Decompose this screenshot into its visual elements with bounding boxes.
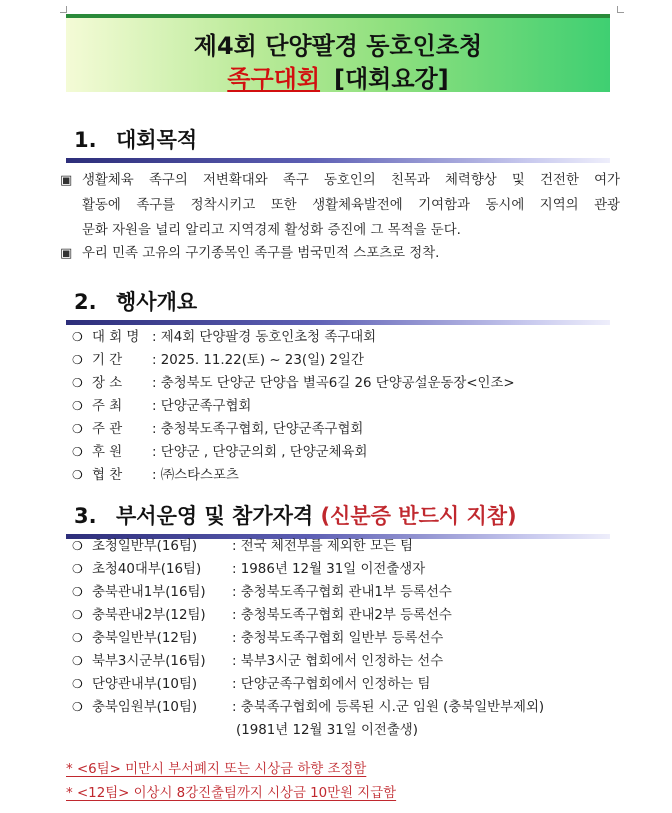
division-eligibility: : 북부3시군 협회에서 인정하는 선수 bbox=[232, 654, 444, 669]
circle-bullet-icon: ❍ bbox=[72, 562, 83, 576]
division-eligibility: : 1986년 12월 31일 이전출생자 bbox=[232, 562, 426, 577]
list-item bbox=[72, 349, 515, 372]
item-label: 주 관 bbox=[92, 422, 123, 437]
division-name: 북부3시군부(16팀) bbox=[92, 654, 206, 669]
circle-bullet-icon: ❍ bbox=[72, 654, 83, 668]
item-value: : 단양군 , 단양군의회 , 단양군체육회 bbox=[152, 445, 368, 460]
item-value: : 단양군족구협회 bbox=[152, 399, 252, 414]
title-banner bbox=[66, 14, 610, 92]
circle-bullet-icon: ❍ bbox=[72, 468, 83, 482]
list-item-continuation bbox=[72, 719, 544, 742]
division-eligibility: : 전국 체전부를 제외한 모든 팀 bbox=[232, 539, 414, 554]
circle-bullet-icon: ❍ bbox=[72, 585, 83, 599]
circle-bullet-icon: ❍ bbox=[72, 539, 83, 553]
section-underline bbox=[66, 320, 610, 325]
circle-bullet-icon: ❍ bbox=[72, 376, 83, 390]
item-label: 협 찬 bbox=[92, 468, 123, 483]
list-item bbox=[72, 418, 515, 441]
circle-bullet-icon: ❍ bbox=[72, 445, 83, 459]
section-title: 대회목적 bbox=[116, 128, 198, 152]
banner-doc-type: [대회요강] bbox=[334, 65, 449, 93]
division-eligibility: : 충북족구협회에 등록된 시.군 임원 (충북일반부제외) bbox=[232, 700, 545, 715]
list-item bbox=[72, 535, 544, 558]
list-item bbox=[72, 627, 544, 650]
circle-bullet-icon: ❍ bbox=[72, 330, 83, 344]
division-name: 초청40대부(16팀) bbox=[92, 562, 202, 577]
item-value: : 충청북도 단양군 단양읍 별곡6길 26 단양공설운동장<인조> bbox=[152, 376, 515, 391]
item-value: : 충청북도족구협회, 단양군족구협회 bbox=[152, 422, 364, 437]
list-item bbox=[72, 558, 544, 581]
division-name: 충북관내2부(12팀) bbox=[92, 608, 206, 623]
division-eligibility: : 충청북도족구협회 관내1부 등록선수 bbox=[232, 585, 452, 600]
circle-bullet-icon: ❍ bbox=[72, 353, 83, 367]
division-name: 충북임원부(10팀) bbox=[92, 700, 198, 715]
division-eligibility-note: (1981년 12월 31일 이전출생) bbox=[236, 723, 418, 738]
division-name: 충북일반부(12팀) bbox=[92, 631, 198, 646]
section-divisions-heading bbox=[66, 500, 610, 539]
note-prize-bonus: * <12팀> 이상시 8강진출팀까지 시상금 10만원 지급함 bbox=[66, 786, 397, 801]
purpose-line: 문화 자원을 널리 알리고 지역경제 활성화 증진에 그 목적을 둔다. bbox=[82, 223, 461, 238]
list-item bbox=[72, 326, 515, 349]
list-item bbox=[72, 581, 544, 604]
list-item bbox=[72, 673, 544, 696]
item-label: 대 회 명 bbox=[92, 330, 140, 345]
item-label: 장 소 bbox=[92, 376, 123, 391]
circle-bullet-icon: ❍ bbox=[72, 677, 83, 691]
banner-title: 제4회 단양팔경 동호인초청 bbox=[193, 32, 483, 60]
circle-bullet-icon: ❍ bbox=[72, 700, 83, 714]
list-item bbox=[72, 696, 544, 719]
item-label: 기 간 bbox=[92, 353, 123, 368]
circle-bullet-icon: ❍ bbox=[72, 608, 83, 622]
item-value: : 제4회 단양팔경 동호인초청 족구대회 bbox=[152, 330, 377, 345]
item-value: : 2025. 11.22(토) ~ 23(일) 2일간 bbox=[152, 353, 364, 368]
section-number: 1. bbox=[74, 128, 97, 152]
purpose-line: 우리 민족 고유의 구기종목인 족구를 범국민적 스포츠로 정착. bbox=[82, 246, 440, 261]
division-name: 충북관내1부(16팀) bbox=[92, 585, 206, 600]
list-item bbox=[72, 464, 515, 487]
id-required-notice: (신분증 반드시 지참) bbox=[320, 504, 517, 528]
list-item bbox=[72, 604, 544, 627]
list-item bbox=[72, 395, 515, 418]
section-overview-heading bbox=[66, 286, 610, 325]
purpose-line: 생활체육 족구의 저변확대와 족구 동호인의 친목과 체력향상 및 건전한 여가 bbox=[82, 173, 620, 188]
note-min-teams: * <6팀> 미만시 부서폐지 또는 시상금 하향 조정함 bbox=[66, 762, 367, 777]
division-eligibility: : 충청북도족구협회 일반부 등록선수 bbox=[232, 631, 444, 646]
banner-event-name: 족구대회 bbox=[227, 65, 321, 93]
square-bullet-icon: ▣ bbox=[60, 173, 73, 188]
purpose-paragraph-2 bbox=[60, 241, 620, 266]
list-item bbox=[72, 650, 544, 673]
purpose-line: 활동에 족구를 정착시키고 또한 생활체육발전에 기여함과 동시에 지역의 관광 bbox=[82, 198, 620, 213]
square-bullet-icon: ▣ bbox=[60, 246, 73, 261]
division-name: 초청일반부(16팀) bbox=[92, 539, 198, 554]
section-underline bbox=[66, 158, 610, 163]
overview-list bbox=[72, 326, 515, 487]
division-eligibility: : 단양군족구협회에서 인정하는 팀 bbox=[232, 677, 431, 692]
section-purpose-heading bbox=[66, 124, 610, 163]
item-value: : ㈜스타스포츠 bbox=[152, 468, 239, 483]
division-eligibility: : 충청북도족구협회 관내2부 등록선수 bbox=[232, 608, 452, 623]
section-title: 부서운영 및 참가자격 bbox=[116, 504, 314, 528]
section-number: 3. bbox=[74, 504, 97, 528]
section-number: 2. bbox=[74, 290, 97, 314]
banner-subtitle bbox=[66, 59, 610, 94]
divisions-list bbox=[72, 535, 544, 742]
page-corner-mark-right bbox=[617, 6, 624, 13]
page-corner-mark-left bbox=[60, 6, 67, 13]
circle-bullet-icon: ❍ bbox=[72, 399, 83, 413]
purpose-paragraph-1 bbox=[60, 168, 620, 243]
circle-bullet-icon: ❍ bbox=[72, 631, 83, 645]
circle-bullet-icon: ❍ bbox=[72, 422, 83, 436]
section-title: 행사개요 bbox=[116, 290, 198, 314]
list-item bbox=[72, 441, 515, 464]
item-label: 주 최 bbox=[92, 399, 123, 414]
list-item bbox=[72, 372, 515, 395]
item-label: 후 원 bbox=[92, 445, 123, 460]
division-name: 단양관내부(10팀) bbox=[92, 677, 198, 692]
